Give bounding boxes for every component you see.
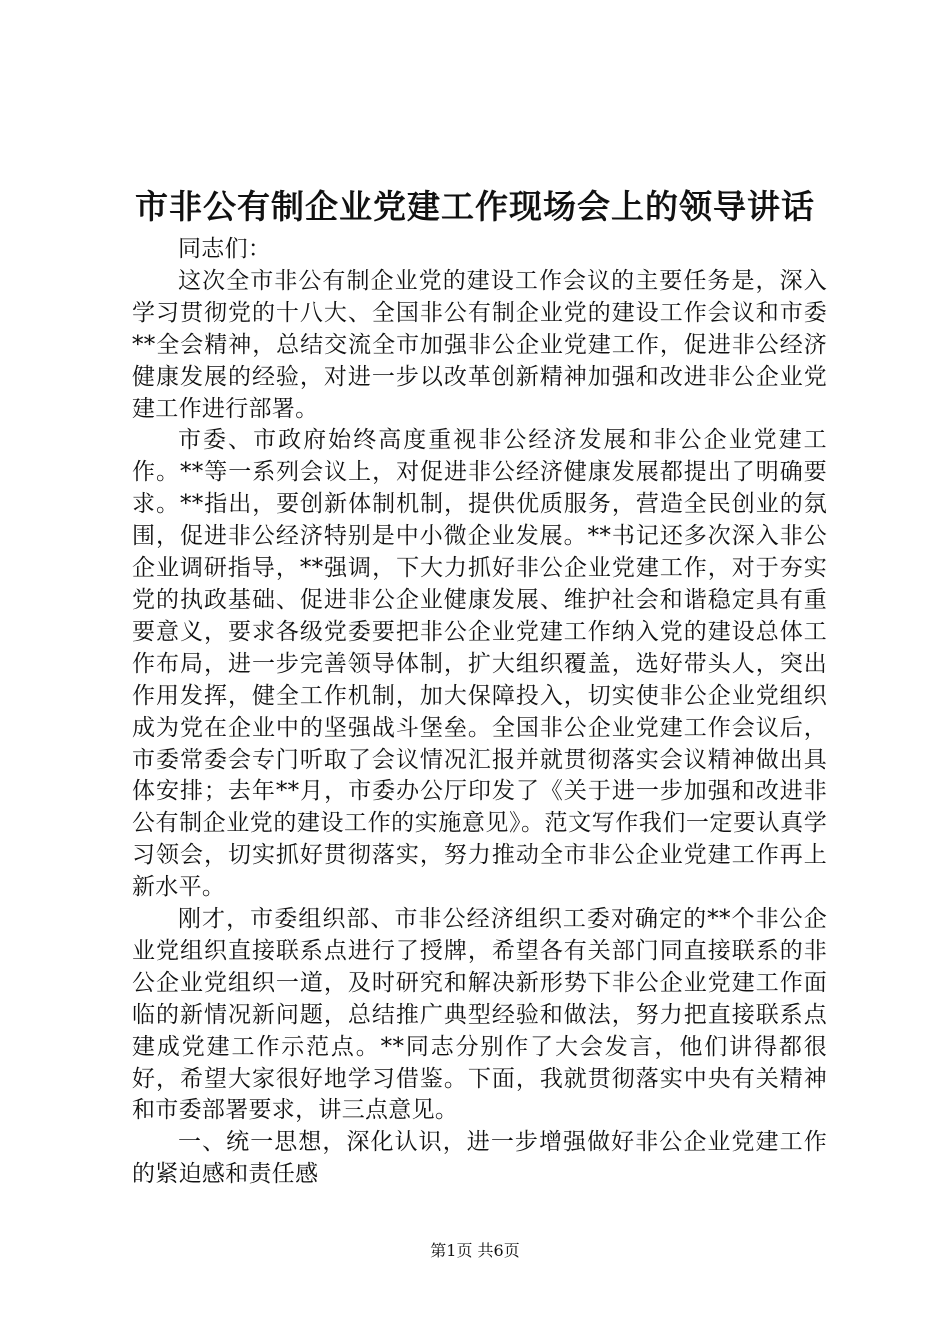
- page-number: 第1页 共6页: [430, 1241, 520, 1260]
- document-body: [132, 234, 827, 1191]
- body-paragraph: 这次全市非公有制企业党的建设工作会议的主要任务是，深入学习贯彻党的十八大、全国非公有制企业党的建设工作会议和市委**全会精神，总结交流全市加强非公企业党建工作，促进非公经济健康发展的经验，对进一步以改革创新精神加强和改进非公企业党建工作进行部署。: [132, 267, 827, 422]
- body-paragraph: 市委、市政府始终高度重视非公经济发展和非公企业党建工作。**等一系列会议上，对促进非公经济健康发展都提出了明确要求。**指出，要创新体制机制，提供优质服务，营造全民创业的氛围，促进非公经济特别是中小微企业发展。**书记还多次深入非公企业调研指导，**强调，下大力抓好非公企业党建工作，对于夯实党的执政基础、促进非公企业健康发展、维护社会和谐稳定具有重要意义，要求各级党委要把非公企业党建工作纳入党的建设总体工作布局，进一步完善领导体制，扩大组织覆盖，选好带头人，突出作用发挥，健全工作机制，加大保障投入，切实使非公企业党组织成为党在企业中的坚强战斗堡垒。全国非公企业党建工作会议后，市委常委会专门听取了会议情况汇报并就贯彻落实会议精神做出具体安排；去年**月，市委办公厅印发了《关于进一步加强和改进非公有制企业党的建设工作的实施意见》。范文写作我们一定要认真学习领会，切实抓好贯彻落实，努力推动全市非公企业党建工作再上新水平。: [132, 427, 827, 901]
- document-title: 市非公有制企业党建工作现场会上的领导讲话: [135, 187, 815, 226]
- section-heading: 一、统一思想，深化认识，进一步增强做好非公企业党建工作的紧迫感和责任感: [132, 1129, 827, 1188]
- body-paragraph: 刚才，市委组织部、市非公经济组织工委对确定的**个非公企业党组织直接联系点进行了授牌，希望各有关部门同直接联系的非公企业党组织一道，及时研究和解决新形势下非公企业党建工作面临的新情况新问题，总结推广典型经验和做法，努力把直接联系点建成党建工作示范点。**同志分别作了大会发言，他们讲得都很好，希望大家很好地学习借鉴。下面，我就贯彻落实中央有关精神和市委部署要求，讲三点意见。: [132, 906, 827, 1124]
- salutation-paragraph: 同志们：: [178, 236, 272, 262]
